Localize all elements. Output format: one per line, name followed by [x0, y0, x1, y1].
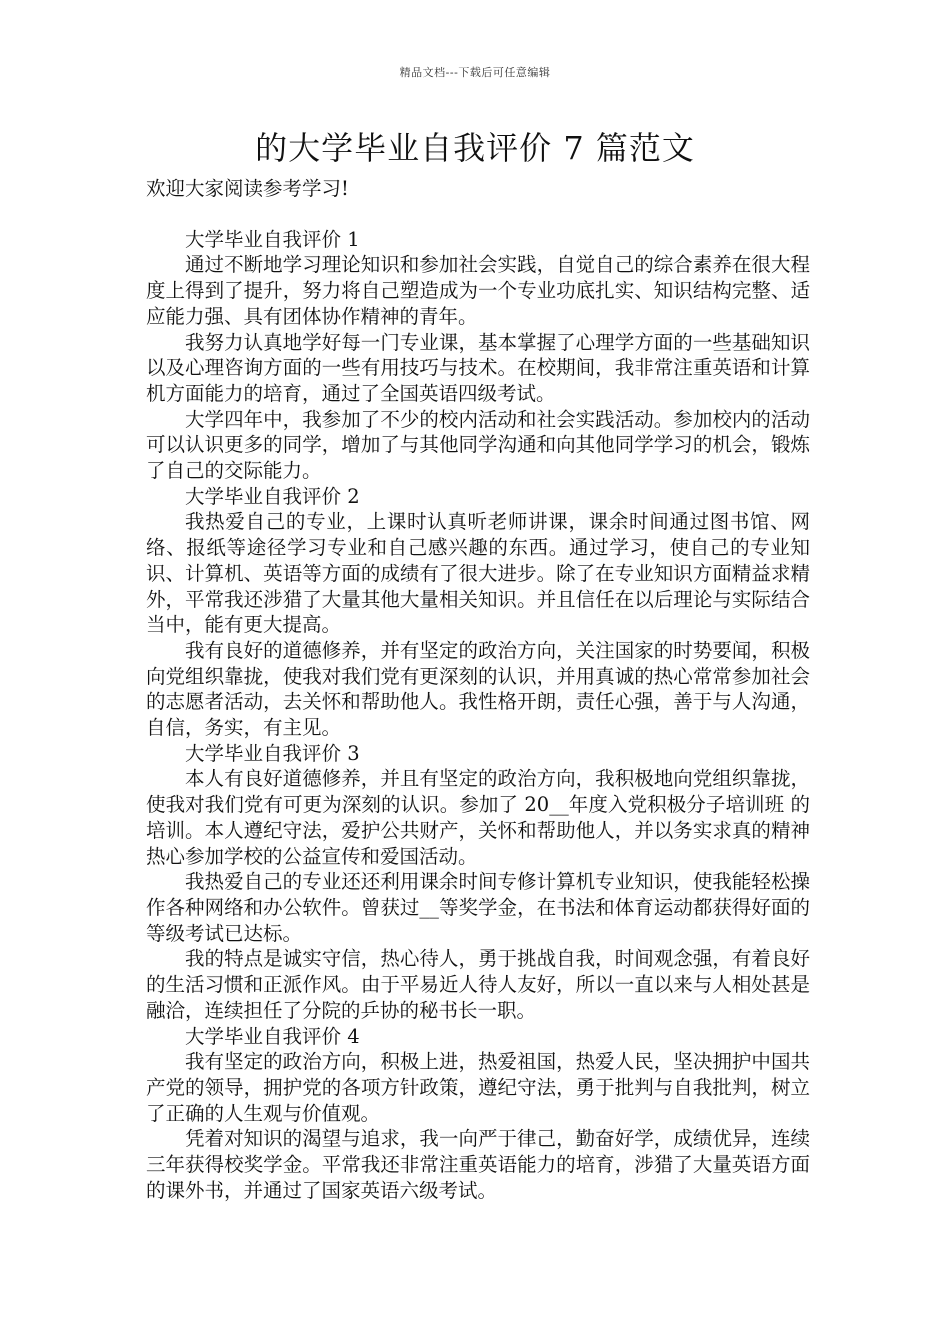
paragraph: 大学四年中，我参加了不少的校内活动和社会实践活动。参加校内的活动可以认识更多的同学，增加了与其他同学沟通和向其他同学学习的机会，锻炼了自己的交际能力。 — [146, 407, 810, 483]
section-heading: 大学毕业自我评价 1 — [185, 227, 360, 251]
header-note: 精品文档---下载后可任意编辑 — [399, 66, 551, 79]
section-heading: 大学毕业自我评价 2 — [185, 484, 360, 508]
section-heading: 大学毕业自我评价 4 — [185, 1024, 360, 1048]
paragraph: 我有良好的道德修养，并有坚定的政治方向，关注国家的时势要闻，积极向党组织靠拢，使我对我们党有更深刻的认识，并用真诚的热心常常参加社会的志愿者活动，去关怀和帮助他人。我性格开朗，责任心强，善于与人沟通，自信，务实，有主见。 — [146, 638, 810, 740]
paragraph: 我有坚定的政治方向，积极上进，热爱祖国，热爱人民，坚决拥护中国共产党的领导，拥护党的各项方针政策，遵纪守法，勇于批判与自我批判，树立了正确的人生观与价值观。 — [146, 1050, 810, 1125]
paragraph: 我热爱自己的专业还还利用课余时间专修计算机专业知识，使我能轻松操作各种网络和办公软件。曾获过__等奖学金，在书法和体育运动都获得好面的等级考试已达标。 — [146, 870, 810, 945]
paragraph: 我努力认真地学好每一门专业课，基本掌握了心理学方面的一些基础知识以及心理咨询方面的一些有用技巧与技术。在校期间，我非常注重英语和计算机方面能力的培育，通过了全国英语四级考试。 — [146, 330, 810, 405]
section-heading: 大学毕业自我评价 3 — [185, 741, 360, 765]
intro-text: 欢迎大家阅读参考学习! — [146, 177, 349, 200]
paragraph: 凭着对知识的渴望与追求，我一向严于律己，勤奋好学，成绩优异，连续三年获得校奖学金。平常我还非常注重英语能力的培育，涉猎了大量英语方面的课外书，并通过了国家英语六级考试。 — [146, 1127, 810, 1202]
paragraph: 我热爱自己的专业，上课时认真听老师讲课，课余时间通过图书馆、网络、报纸等途径学习专业和自己感兴趣的东西。通过学习，使自己的专业知识、计算机、英语等方面的成绩有了很大进步。除了在专业知识方面精益求精外，平常我还涉猎了大量其他大量相关知识。并且信任在以后理论与实际结合当中，能有更大提高。 — [146, 510, 810, 637]
document-body — [146, 176, 810, 1203]
document-title: 的大学毕业自我评价 7 篇范文 — [255, 129, 695, 167]
paragraph: 本人有良好道德修养，并且有坚定的政治方向，我积极地向党组织靠拢，使我对我们党有可更为深刻的认识。参加了 20__年度入党积极分子培训班 的培训。本人遵纪守法，爱护公共财产，关怀和帮助他人，并以务实求真的精神热心参加学校的公益宣传和爱国活动。 — [146, 767, 810, 868]
paragraph: 通过不断地学习理论知识和参加社会实践，自觉自己的综合素养在很大程度上得到了提升，努力将自己塑造成为一个专业功底扎实、知识结构完整、适应能力强、具有团体协作精神的青年。 — [146, 253, 810, 328]
paragraph: 我的特点是诚实守信，热心待人，勇于挑战自我，时间观念强，有着良好的生活习惯和正派作风。由于平易近人待人友好，所以一直以来与人相处甚是融洽，连续担任了分院的乒协的秘书长一职。 — [146, 947, 810, 1022]
